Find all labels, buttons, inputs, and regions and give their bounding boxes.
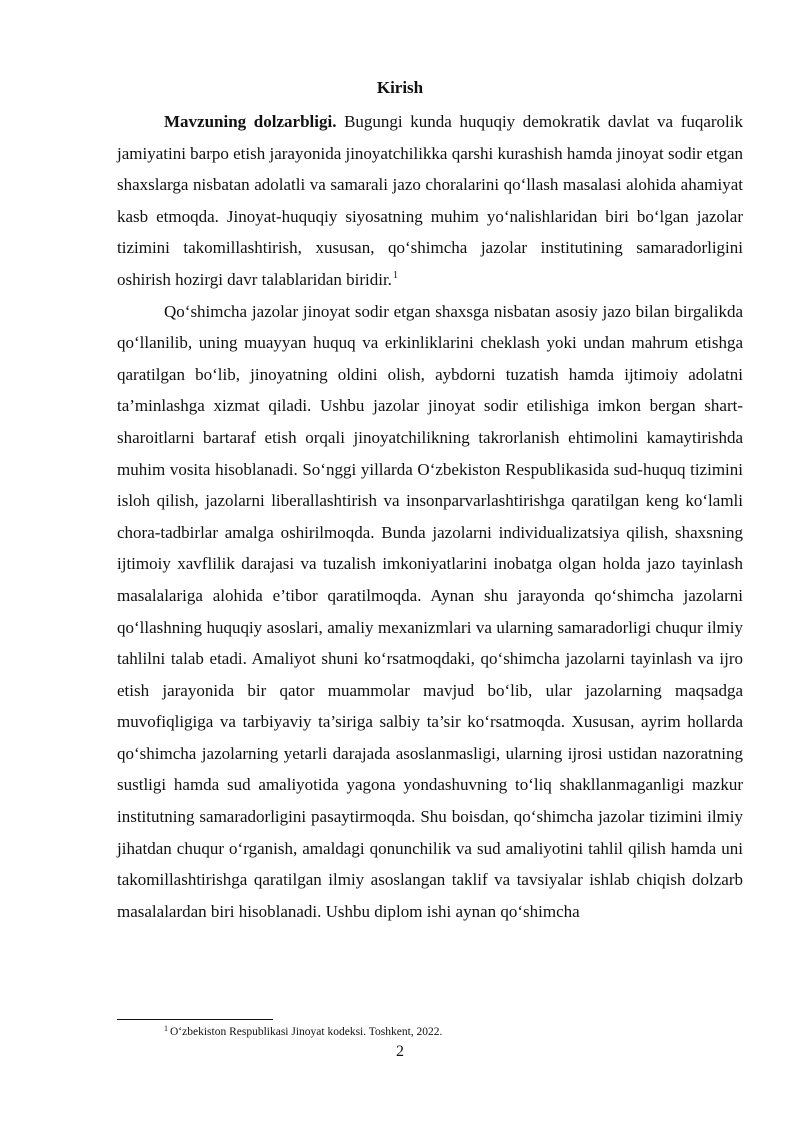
body-text	[117, 106, 743, 927]
footnote-reference[interactable]: 1	[392, 269, 398, 281]
footnote-text: O‘zbekiston Respublikasi Jinoyat kodeksi. Toshkent, 2022.	[170, 1026, 443, 1038]
section-title: Kirish	[376, 78, 424, 97]
paragraph-relevance	[117, 106, 743, 296]
page-number: 2	[396, 1043, 404, 1060]
paragraph-text: Bugungi kunda huquqiy demokratik davlat va fuqarolik jamiyatini barpo etish jarayonida jinoyatchilikka qarshi kurashish hamda jinoyat sodir etgan shaxslarga nisbatan adolatli va samarali jazo choralarini qo‘llash masalasi alohida ahamiyat kasb etmoqda. Jinoyat-huquqiy siyosatning muhim yo‘nalishlaridan biri bo‘lgan jazolar tizimini takomillashtirish, xususan, qo‘shimcha jazolar institutining samaradorligini oshirish hozirgi davr talablaridan biridir.	[117, 112, 744, 289]
footnote-marker: 1	[164, 1024, 168, 1033]
footnote-separator	[117, 1019, 273, 1020]
paragraph-lead: Mavzuning dolzarbligi.	[164, 112, 337, 131]
footnote	[164, 1024, 744, 1040]
paragraph-additional-punishments: Qo‘shimcha jazolar jinoyat sodir etgan shaxsga nisbatan asosiy jazo bilan birgalikda qo‘llanilib, uning muayyan huquq va erkinliklarini cheklash yoki undan mahrum etishga qaratilgan bo‘lib, jinoyatning oldini olish, aybdorni tuzatish hamda ijtimoiy adolatni ta’minlashga xizmat qiladi. Ushbu jazolar jinoyat sodir etilishiga imkon bergan shart-sharoitlarni bartaraf etish orqali jinoyatchilikning takrorlanish ehtimolini kamaytirishda muhim vosita hisoblanadi. So‘nggi yillarda O‘zbekiston Respublikasida sud-huquq tizimini isloh qilish, jazolarni liberallashtirish va insonparvarlashtirishga qaratilgan keng ko‘lamli chora-tadbirlar amalga oshirilmoqda. Bunda jazolarni individualizatsiya qilish, shaxsning ijtimoiy xavflilik darajasi va tuzalish imkoniyatlarini inobatga olgan holda jazo tayinlash masalalariga alohida e’tibor qaratilmoqda. Aynan shu jarayonda qo‘shimcha jazolarni qo‘llashning huquqiy asoslari, amaliy mexanizmlari va ularning samaradorligi chuqur ilmiy tahlilni talab etadi. Amaliyot shuni ko‘rsatmoqdaki, qo‘shimcha jazolarni tayinlash va ijro etish jarayonida bir qator muammolar mavjud bo‘lib, ular jazolarning maqsadga muvofiqligiga va tarbiyaviy ta’siriga salbiy ta’sir ko‘rsatmoqda. Xususan, ayrim hollarda qo‘shimcha jazolarning yetarli darajada asoslanmasligi, ularning ijrosi ustidan nazoratning sustligi hamda sud amaliyotida yagona yondashuvning to‘liq shakllanmaganligi mazkur institutning samaradorligini pasaytirmoqda. Shu boisdan, qo‘shimcha jazolar tizimini ilmiy jihatdan chuqur o‘rganish, amaldagi qonunchilik va sud amaliyotini tahlil qilish hamda uni takomillashtirishga qaratilgan ilmiy asoslangan taklif va tavsiyalar ishlab chiqish dolzarb masalalardan biri hisoblanadi. Ushbu diplom ishi aynan qo‘shimcha	[117, 301, 743, 921]
